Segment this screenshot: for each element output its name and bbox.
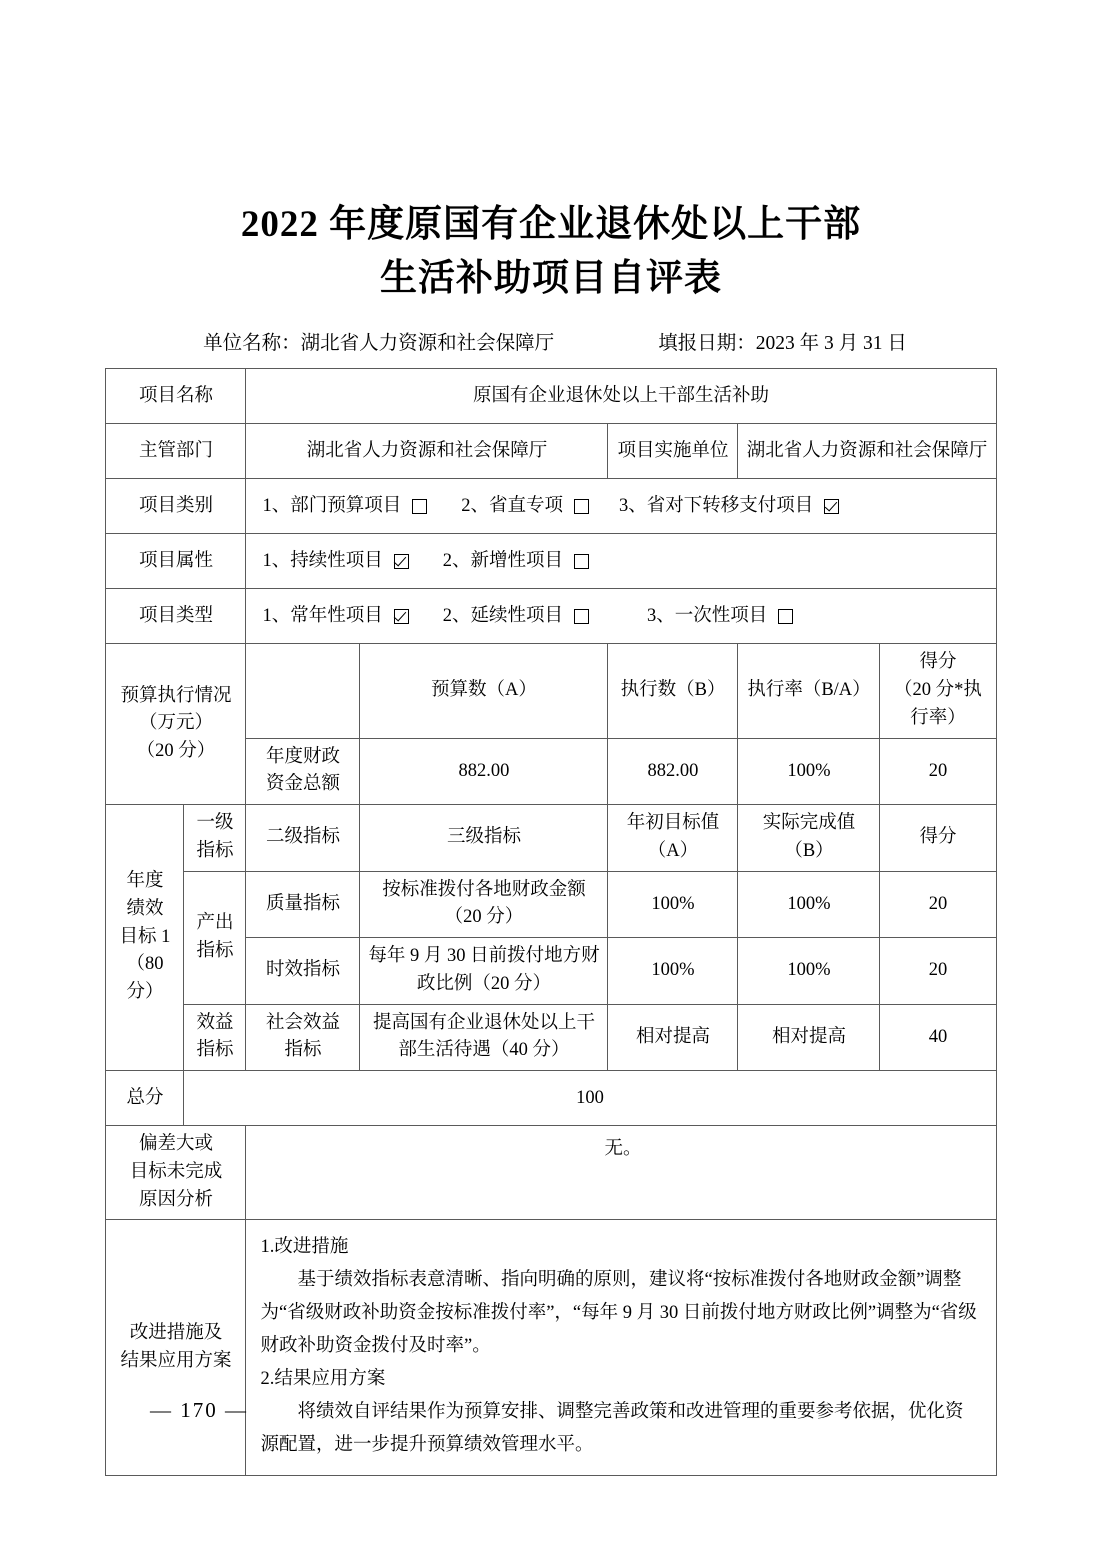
- category-options: [252, 492, 989, 521]
- report-date: 填报日期：2023 年 3 月 31 日: [658, 333, 907, 355]
- category-label: 项目类别: [106, 479, 246, 534]
- timeliness-indicator-score: 20: [880, 938, 996, 1005]
- checkbox-unchecked-icon[interactable]: [778, 609, 793, 624]
- benefit-indicator-label: 效益 指标: [184, 1004, 246, 1071]
- impl-unit-label: 项目实施单位: [608, 424, 738, 479]
- budget-amount-value: 882.00: [360, 738, 608, 805]
- attribute-option-2[interactable]: 2、新增性项目: [443, 547, 589, 576]
- improvement-label: 改进措施及 结果应用方案: [106, 1220, 246, 1475]
- performance-section-label: 年度 绩效 目标 1 （80 分）: [106, 805, 184, 1071]
- total-score-label: 总分: [106, 1071, 184, 1126]
- budget-row-label: 年度财政 资金总额: [246, 738, 360, 805]
- benefit-indicator-score: 40: [880, 1004, 996, 1071]
- checkbox-checked-icon[interactable]: [394, 609, 409, 624]
- deviation-label: 偏差大或 目标未完成 原因分析: [106, 1126, 246, 1220]
- table-row-performance-head: [106, 805, 996, 872]
- performance-head-level3: 三级指标: [360, 805, 608, 872]
- table-row-attribute: [106, 534, 996, 589]
- timeliness-indicator-target: 100%: [608, 938, 738, 1005]
- attribute-label: 项目属性: [106, 534, 246, 589]
- table-row-improvement: [106, 1220, 996, 1475]
- timeliness-indicator-level3: 每年 9 月 30 日前拨付地方财 政比例（20 分）: [360, 938, 608, 1005]
- improvement-content: [246, 1220, 996, 1475]
- benefit-indicator-level2: 社会效益 指标: [246, 1004, 360, 1071]
- document-meta: [0, 327, 1102, 355]
- page-title: [0, 0, 1102, 305]
- table-row-project-name: [106, 369, 996, 424]
- quality-indicator-level2: 质量指标: [246, 871, 360, 938]
- quality-indicator-actual: 100%: [738, 871, 880, 938]
- timeliness-indicator-actual: 100%: [738, 938, 880, 1005]
- budget-head-exec: 执行数（B）: [608, 644, 738, 738]
- category-option-3[interactable]: 3、省对下转移支付项目: [619, 492, 839, 521]
- table-row-type: [106, 589, 996, 644]
- table-row-total-score: [106, 1071, 996, 1126]
- budget-head-score: 得分 （20 分*执行率）: [880, 644, 996, 738]
- benefit-indicator-actual: 相对提高: [738, 1004, 880, 1071]
- unit-name: 单位名称：湖北省人力资源和社会保障厅: [203, 333, 555, 355]
- improvement-paragraph-1: 基于绩效指标表意清晰、指向明确的原则，建议将“按标准拨付各地财政金额”调整为“省级财政补助资金按标准拨付率”，“每年 9 月 30 日前拨付地方财政比例”调整为“省级财政补助资金拨付及时率”。: [260, 1270, 977, 1357]
- budget-head-blank: [246, 644, 360, 738]
- deviation-value: 无。: [246, 1126, 996, 1220]
- quality-indicator-score: 20: [880, 871, 996, 938]
- checkbox-checked-icon[interactable]: [824, 499, 839, 514]
- checkbox-checked-icon[interactable]: [394, 554, 409, 569]
- category-option-2[interactable]: 2、省直专项: [461, 492, 589, 521]
- page-footer: — 170 —: [150, 1398, 248, 1422]
- benefit-indicator-target: 相对提高: [608, 1004, 738, 1071]
- department-value: 湖北省人力资源和社会保障厅: [246, 424, 608, 479]
- performance-head-actual: 实际完成值 （B）: [738, 805, 880, 872]
- table-row-budget-head: [106, 644, 996, 738]
- benefit-indicator-level3: 提高国有企业退休处以上干 部生活待遇（40 分）: [360, 1004, 608, 1071]
- checkbox-unchecked-icon[interactable]: [574, 499, 589, 514]
- budget-head-rate: 执行率（B/A）: [738, 644, 880, 738]
- attribute-options: [252, 547, 989, 576]
- self-evaluation-table: [105, 368, 996, 1475]
- timeliness-indicator-level2: 时效指标: [246, 938, 360, 1005]
- improvement-paragraph-2: 将绩效自评结果作为预算安排、调整完善政策和改进管理的重要参考依据，优化资源配置，进一步提升预算绩效管理水平。: [260, 1401, 964, 1455]
- type-option-2[interactable]: 2、延续性项目: [443, 602, 589, 631]
- title-line-1: 2022 年度原国有企业退休处以上干部: [240, 204, 862, 245]
- type-label: 项目类型: [106, 589, 246, 644]
- performance-head-level1: 一级 指标: [184, 805, 246, 872]
- quality-indicator-target: 100%: [608, 871, 738, 938]
- output-indicator-label: 产出 指标: [184, 871, 246, 1004]
- budget-section-label: 预算执行情况 （万元） （20 分）: [106, 644, 246, 805]
- table-row-quality-indicator: [106, 871, 996, 938]
- table-row-category: [106, 479, 996, 534]
- table-row-deviation: [106, 1126, 996, 1220]
- type-option-3[interactable]: 3、一次性项目: [647, 602, 793, 631]
- type-options: [252, 602, 989, 631]
- category-option-1[interactable]: 1、部门预算项目: [262, 492, 427, 521]
- department-label: 主管部门: [106, 424, 246, 479]
- budget-exec-value: 882.00: [608, 738, 738, 805]
- performance-head-level2: 二级指标: [246, 805, 360, 872]
- project-name-value: 原国有企业退休处以上干部生活补助: [246, 369, 996, 424]
- project-name-label: 项目名称: [106, 369, 246, 424]
- improvement-heading-2: 2.结果应用方案: [260, 1368, 386, 1389]
- checkbox-unchecked-icon[interactable]: [574, 554, 589, 569]
- title-line-2: 生活补助项目自评表: [380, 257, 722, 299]
- quality-indicator-level3: 按标准拨付各地财政金额 （20 分）: [360, 871, 608, 938]
- impl-unit-value: 湖北省人力资源和社会保障厅: [738, 424, 996, 479]
- checkbox-unchecked-icon[interactable]: [412, 499, 427, 514]
- total-score-value: 100: [184, 1071, 996, 1126]
- attribute-option-1[interactable]: 1、持续性项目: [262, 547, 408, 576]
- improvement-text-block: [252, 1225, 989, 1469]
- budget-head-amount: 预算数（A）: [360, 644, 608, 738]
- performance-head-score: 得分: [880, 805, 996, 872]
- improvement-heading-1: 1.改进措施: [260, 1237, 349, 1258]
- type-option-1[interactable]: 1、常年性项目: [262, 602, 408, 631]
- table-row-department: [106, 424, 996, 479]
- budget-rate-value: 100%: [738, 738, 880, 805]
- performance-head-target: 年初目标值 （A）: [608, 805, 738, 872]
- table-row-benefit-indicator: [106, 1004, 996, 1071]
- checkbox-unchecked-icon[interactable]: [574, 609, 589, 624]
- budget-score-value: 20: [880, 738, 996, 805]
